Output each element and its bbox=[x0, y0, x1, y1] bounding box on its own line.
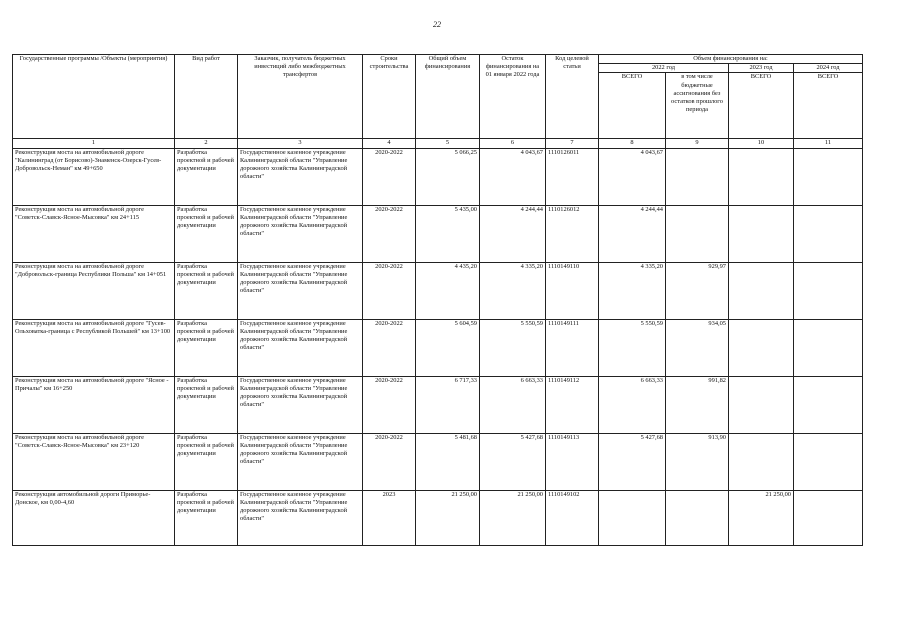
cell-remainder: 5 550,59 bbox=[480, 319, 546, 376]
cell-work-type: Разработка проектной и рабочей документации bbox=[175, 433, 238, 490]
cell-total: 5 481,68 bbox=[416, 433, 480, 490]
header-code: Код целевой статьи bbox=[546, 55, 599, 139]
cell-including-2022: 934,05 bbox=[666, 319, 729, 376]
cell-code: 1110149102 bbox=[546, 490, 599, 545]
cell-customer: Государственное казенное учреждение Калининградской области "Управление дорожного хозяйства Калининградской области" bbox=[238, 319, 363, 376]
cell-work-type: Разработка проектной и рабочей документации bbox=[175, 376, 238, 433]
header-total-funding: Общий объем финансирования bbox=[416, 55, 480, 139]
cell-remainder: 4 335,20 bbox=[480, 262, 546, 319]
cell-work-type: Разработка проектной и рабочей документации bbox=[175, 262, 238, 319]
column-number: 11 bbox=[794, 139, 863, 148]
column-number: 1 bbox=[13, 139, 175, 148]
cell-including-2022: 991,82 bbox=[666, 376, 729, 433]
cell-including-2022 bbox=[666, 490, 729, 545]
cell-object: Реконструкция моста на автомобильной дороге "Ясное - Причалы" км 16+250 bbox=[13, 376, 175, 433]
cell-total-2023 bbox=[729, 319, 794, 376]
cell-total-2022: 4 043,67 bbox=[599, 148, 666, 205]
header-funding-volume: Объем финансирования на: bbox=[599, 55, 863, 64]
cell-customer: Государственное казенное учреждение Калининградской области "Управление дорожного хозяйства Калининградской области" bbox=[238, 148, 363, 205]
cell-customer: Государственное казенное учреждение Калининградской области "Управление дорожного хозяйства Калининградской области" bbox=[238, 490, 363, 545]
cell-including-2022 bbox=[666, 205, 729, 262]
cell-code: 1110149111 bbox=[546, 319, 599, 376]
column-number: 10 bbox=[729, 139, 794, 148]
column-number: 3 bbox=[238, 139, 363, 148]
cell-total-2024 bbox=[794, 376, 863, 433]
cell-total: 5 066,25 bbox=[416, 148, 480, 205]
cell-object: Реконструкция автомобильной дороги Приморье-Донское, км 0,00-4,60 bbox=[13, 490, 175, 545]
cell-total-2023 bbox=[729, 376, 794, 433]
cell-customer: Государственное казенное учреждение Калининградской области "Управление дорожного хозяйства Калининградской области" bbox=[238, 433, 363, 490]
cell-total-2024 bbox=[794, 205, 863, 262]
cell-code: 1110149112 bbox=[546, 376, 599, 433]
cell-object: Реконструкция моста на автомобильной дороге "Добровольск-граница Республики Польша" км 14+051 bbox=[13, 262, 175, 319]
cell-period: 2020-2022 bbox=[363, 433, 416, 490]
table-row bbox=[13, 433, 863, 490]
cell-total-2023 bbox=[729, 148, 794, 205]
header-year-2024: 2024 год bbox=[794, 64, 863, 73]
cell-customer: Государственное казенное учреждение Калининградской области "Управление дорожного хозяйства Калининградской области" bbox=[238, 262, 363, 319]
cell-total: 6 717,33 bbox=[416, 376, 480, 433]
header-customer: Заказчик, получатель бюджетных инвестиций либо межбюджетных трансфертов bbox=[238, 55, 363, 139]
cell-code: 1110149110 bbox=[546, 262, 599, 319]
header-year-2022: 2022 год bbox=[599, 64, 729, 73]
cell-including-2022 bbox=[666, 148, 729, 205]
cell-object: Реконструкция моста на автомобильной дороге "Гусев-Ольховатка-граница с Республикой Польшей" км 13+100 bbox=[13, 319, 175, 376]
cell-total-2023 bbox=[729, 262, 794, 319]
cell-code: 1110126011 bbox=[546, 148, 599, 205]
cell-total-2022 bbox=[599, 490, 666, 545]
header-total-2024: ВСЕГО bbox=[794, 73, 863, 139]
cell-total-2024 bbox=[794, 319, 863, 376]
page-number: 22 bbox=[433, 20, 441, 29]
cell-total: 5 604,59 bbox=[416, 319, 480, 376]
table-row bbox=[13, 205, 863, 262]
cell-remainder: 4 244,44 bbox=[480, 205, 546, 262]
cell-period: 2020-2022 bbox=[363, 319, 416, 376]
column-number: 7 bbox=[546, 139, 599, 148]
cell-total-2024 bbox=[794, 490, 863, 545]
cell-work-type: Разработка проектной и рабочей документации bbox=[175, 148, 238, 205]
cell-total-2024 bbox=[794, 262, 863, 319]
table-row bbox=[13, 490, 863, 545]
cell-object: Реконструкция моста на автомобильной дороге "Калининград (от Борисово)-Знаменск-Озерск-Гусев-Добровольск-Неман" км 49+650 bbox=[13, 148, 175, 205]
cell-including-2022: 929,97 bbox=[666, 262, 729, 319]
cell-total-2022: 6 663,33 bbox=[599, 376, 666, 433]
header-work-type: Вид работ bbox=[175, 55, 238, 139]
cell-period: 2020-2022 bbox=[363, 262, 416, 319]
cell-remainder: 5 427,68 bbox=[480, 433, 546, 490]
cell-work-type: Разработка проектной и рабочей документации bbox=[175, 205, 238, 262]
cell-including-2022: 913,90 bbox=[666, 433, 729, 490]
column-number: 4 bbox=[363, 139, 416, 148]
table-row bbox=[13, 319, 863, 376]
cell-customer: Государственное казенное учреждение Калининградской области "Управление дорожного хозяйства Калининградской области" bbox=[238, 205, 363, 262]
cell-object: Реконструкция моста на автомобильной дороге "Советск-Славск-Ясное-Мысовка" км 23+120 bbox=[13, 433, 175, 490]
cell-total-2023 bbox=[729, 433, 794, 490]
header-year-2023: 2023 год bbox=[729, 64, 794, 73]
cell-customer: Государственное казенное учреждение Калининградской области "Управление дорожного хозяйства Калининградской области" bbox=[238, 376, 363, 433]
cell-code: 1110149113 bbox=[546, 433, 599, 490]
table-row bbox=[13, 148, 863, 205]
header-including-2022: в том числе бюджетные ассигнования без остатков прошлого периода bbox=[666, 73, 729, 139]
cell-remainder: 21 250,00 bbox=[480, 490, 546, 545]
cell-remainder: 4 043,67 bbox=[480, 148, 546, 205]
cell-period: 2023 bbox=[363, 490, 416, 545]
cell-code: 1110126012 bbox=[546, 205, 599, 262]
column-number: 2 bbox=[175, 139, 238, 148]
cell-total-2024 bbox=[794, 433, 863, 490]
header-total-2022: ВСЕГО bbox=[599, 73, 666, 139]
header-period: Сроки строительства bbox=[363, 55, 416, 139]
cell-period: 2020-2022 bbox=[363, 376, 416, 433]
cell-total: 4 435,20 bbox=[416, 262, 480, 319]
cell-period: 2020-2022 bbox=[363, 205, 416, 262]
cell-object: Реконструкция моста на автомобильной дороге "Советск-Славск-Ясное-Мысовка" км 24+115 bbox=[13, 205, 175, 262]
cell-total-2022: 4 244,44 bbox=[599, 205, 666, 262]
cell-work-type: Разработка проектной и рабочей документации bbox=[175, 490, 238, 545]
cell-total: 21 250,00 bbox=[416, 490, 480, 545]
cell-total-2023: 21 250,00 bbox=[729, 490, 794, 545]
table-row bbox=[13, 376, 863, 433]
cell-total-2024 bbox=[794, 148, 863, 205]
header-remainder: Остаток финансирования на 01 января 2022 года bbox=[480, 55, 546, 139]
cell-total-2022: 5 427,68 bbox=[599, 433, 666, 490]
table-row bbox=[13, 262, 863, 319]
column-number: 8 bbox=[599, 139, 666, 148]
cell-period: 2020-2022 bbox=[363, 148, 416, 205]
header-programs: Государственные программы /Объекты (мероприятия) bbox=[13, 55, 175, 139]
funding-table bbox=[12, 54, 863, 546]
cell-total-2023 bbox=[729, 205, 794, 262]
cell-work-type: Разработка проектной и рабочей документации bbox=[175, 319, 238, 376]
cell-total: 5 435,00 bbox=[416, 205, 480, 262]
header-total-2023: ВСЕГО bbox=[729, 73, 794, 139]
column-number: 9 bbox=[666, 139, 729, 148]
cell-remainder: 6 663,33 bbox=[480, 376, 546, 433]
column-number-row bbox=[13, 139, 863, 148]
cell-total-2022: 4 335,20 bbox=[599, 262, 666, 319]
column-number: 5 bbox=[416, 139, 480, 148]
column-number: 6 bbox=[480, 139, 546, 148]
cell-total-2022: 5 550,59 bbox=[599, 319, 666, 376]
